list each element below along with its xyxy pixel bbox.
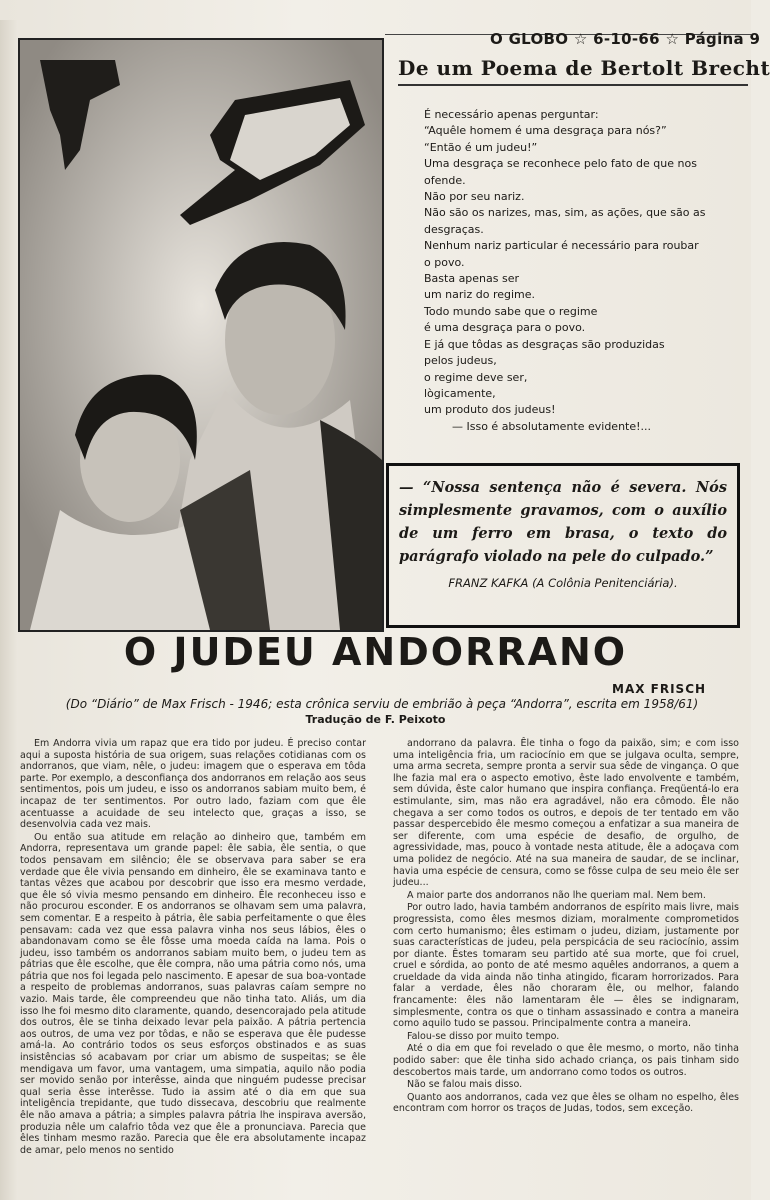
newspaper-header [490,30,760,48]
page-fold-shadow [0,20,18,1200]
poem-body [424,107,742,435]
poem-line: “Então é um judeu!” [424,140,538,154]
article-headline: O JUDEU ANDORRANO [123,630,628,674]
newspaper-name: O GLOBO [490,30,569,48]
quote-text: — “Nossa sentença não é severa. Nós simplesmente gravamos, com o auxílio de um ferro em brasa, o texto do parágrafo violado na pele do culpado.” [399,479,727,565]
poem-line: pelos judeus, [424,354,497,368]
poem-line: um produto dos judeus! [424,403,556,417]
quote-attribution: FRANZ KAFKA (A Colônia Penitenciária). [448,576,678,590]
article-paragraph: Não se falou mais disso. [407,1079,523,1091]
poem-line: “Aquêle homem é uma desgraça para nós?” [424,124,667,138]
article-paragraph: Quanto aos andorranos, cada vez que êles se olham no espelho, êles encontram com horror os traços de Judas, todos, sem exceção. [393,1091,739,1115]
photograph [18,38,384,632]
article-paragraph: Ou então sua atitude em relação ao dinheiro que, também em Andorra, representava um grande papel: êle sabia, êle sentia, o que todos pensavam em silêncio; êle se observava para saber se era verdade que êle vivia pensando em dinheiro, êle se examinava tanto e tantas vêzes que acabou por descobrir que isso era mesmo verdade, que êle só vivia mesmo pensando em dinheiro. Êle reconheceu isso e não procurou esconder. E os andorranos se olhavam sem uma palavra, sem comentar. E a respeito à pátria, êle sabia perfeitamente o que êles pensavam: cada vez que essa palavra vinha nos seus lábios, êles o abandonavam como se êle fôsse uma moeda caída na lama. Pois o judeu, isso também os andorranos sabiam muito bem, o judeu tem as pátrias que êle escolhe, que êle compra, não uma pátria como nós, uma pátria que nos foi legada pelo nascimento. E apesar de sua boa-vontade a respeito de problemas andorranos, suas palavras caíam sempre no vazio. Mais tarde, êle compreendeu que não tinha tato. Aliás, um dia isso lhe foi mesmo dito claramente, quando, desencorajado pela atitude dos outros, êle se tinha deixado levar pela paixão. A pátria pertencia aos outros, de uma vez por tôdas, e não se esperava que êle pudesse amá-la. Ao contrário todos os seus esforços obstinados e as suas insistências só acabavam por criar um abismo de suspeitas; se êle mendigava um favor, uma vantagem, uma simpatia, aquilo não podia ser movido senão por interêsse, ainda que ninguém pudesse precisar qual seria êsse interêsse. Tudo ia assim até o dia em que sua inteligência trepidante, que tudo dissecava, descobriu que realmente êle não amava a pátria; a simples palavra pátria lhe inspirava aversão, produzia nêle um calafrio tôda vez que êle a pronunciava. Parecia que êles tinham mesmo razão. Parecia que êle era absolutamente incapaz de amar, pelo menos no sentido [20,831,366,1156]
article-paragraph: andorrano da palavra. Êle tinha o fogo da paixão, sim; e com isso uma inteligência fria, um raciocínio em que se julgava oculta, sempre, uma arma secreta, sempre pronta a servir sua sêde de vingança. O que lhe fazia mal era o aspecto emotivo, êste lado envolvente e também, sem dúvida, êste calor humano que inspira confiança. Freqüentá-lo era estimulante, sim, mas não era agradável, não era cômodo. Êle não chegava a ser como todos os outros, e depois de ter tentado em vão passar despercebido êle mesmo começou a enfatizar a sua maneira de ser diferente, com uma espécie de desafio, de orgulho, de agressividade, mas, pouco à vontade nesta atitude, êle a adoçava com uma polidez de negócio. Até na sua maneira de saudar, de se inclinar, havia uma espécie de censura, como se fôsse culpa de seu meio êle ser judeu... [393,738,739,889]
poem-line: um nariz do regime. [424,288,536,302]
poem-line: o regime deve ser, [424,370,528,384]
article-column-left [20,738,366,1157]
poem-line: o povo. [424,255,465,269]
poem-line: desgraças. [424,222,484,236]
article-paragraph: A maior parte dos andorranos não lhe queriam mal. Nem bem. [407,889,706,901]
article-paragraph: Por outro lado, havia também andorranos de espírito mais livre, mais progressista, como êles mesmos diziam, moralmente comprometidos com certo humanismo; êles estimam o judeu, diziam, justamente por suas características de judeu, pela perspicácia de seu raciocínio, assim por diante. Êstes tomaram seu partido até sua morte, que foi cruel, cruel e sórdida, ao ponto de até mesmo aquêles andorranos, a quem a crueldade da vida ainda não tinha atingido, ficaram horrorizados. Para falar a verdade, êles não choraram êle, ou melhor, falando francamente: êles não lamentaram êle — êles se indignaram, simplesmente, contra os que o tinham assassinado e contra a maneira como aquilo tudo se passou. Principalmente contra a maneira. [393,902,739,1030]
kafka-quote-box [386,463,740,628]
article-subtitle: (Do “Diário” de Max Frisch - 1946; esta crônica serviu de embrião à peça “Andorra”, escrita em 1958/61) [65,697,699,711]
issue-date: 6-10-66 [593,30,660,48]
article-translation-credit: Tradução de F. Peixoto [305,713,446,726]
article-paragraph: Falou-se disso por muito tempo. [407,1030,560,1042]
poem-line: — Isso é absolutamente evidente!... [452,419,652,433]
poem-line: E já que tôdas as desgraças são produzidas [424,337,665,351]
poem-line: Não por seu nariz. [424,190,525,204]
poem-line: é uma desgraça para o povo. [424,321,586,335]
poem-line: Uma desgraça se reconhece pelo fato de que nos [424,157,697,171]
poem-line: Basta apenas ser [424,272,520,286]
article-paragraph: Em Andorra vivia um rapaz que era tido por judeu. É preciso contar aqui a suposta história de sua origem, suas relações cotidianas com os andorranos, que viam, nêle, o judeu: imagem que o esperava em tôda parte. Por exemplo, a desconfiança dos andorranos em relação aos seus sentimentos, pois um judeu, e isso os andorranos sabiam muito bem, é incapaz de ter sentimentos. Por outro lado, faziam com que êle acentuasse a acuidade de seu intelecto que, graças a isso, se desenvolvia cada vez mais. [20,738,366,831]
photo-illustration [20,40,382,630]
star-icon: ☆ [573,30,588,48]
article-paragraph: Até o dia em que foi revelado o que êle mesmo, o morto, não tinha podido saber: que êle tinha sido achado criança, os pais tinham sido descobertos mais tarde, um andorrano como todos os outros. [393,1043,739,1078]
poem-title: De um Poema de Bertolt Brecht [398,56,748,86]
article-author: MAX FRISCH [612,682,707,696]
article-column-right [393,738,739,1116]
page-number: Página 9 [684,30,761,48]
poem-line: Nenhum nariz particular é necessário para roubar [424,239,699,253]
poem-line: ofende. [424,173,466,187]
star-icon: ☆ [665,30,680,48]
poem-line: Todo mundo sabe que o regime [424,304,598,318]
poem-line: É necessário apenas perguntar: [424,108,599,121]
poem-line: Não são os narizes, mas, sim, as ações, que são as [424,206,706,220]
poem-line: lògicamente, [424,386,496,400]
